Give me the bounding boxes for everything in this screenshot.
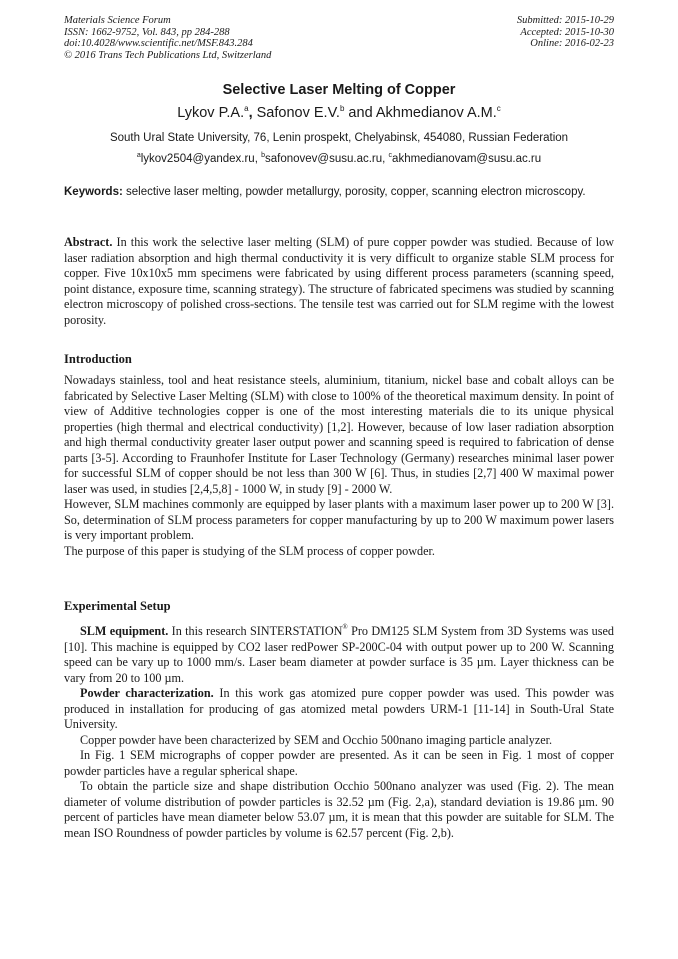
intro-paragraph-1: Nowadays stainless, tool and heat resistance steels, aluminium, titanium, nickel base and cobalt alloys can be fabricated by Selective Laser Melting (SLM) with close to 100% of the theoretical maximum density. In point of view of Additive technologies copper is one of the most interesting materials die to its unique physical properties (high thermal and electrical conductivity) [1,2]. However, because of low laser radiation absorption and high thermal conductivity greater laser output power and scanning speed is required to fabrication of dense parts [3-5]. According to Fraunhofer Institute for Laser Technology (Germany) researches minimal laser power for successful SLM of copper should be not less than 300 W [6]. Thus, in studies [2,7] 400 W maximal power laser was used, in studies [2,4,5,8] - 1000 W, in study [9] - 2000 W. — [64, 373, 614, 496]
powder-characterization-label: Powder characterization. — [80, 686, 214, 700]
powder-characterization-text: In this work gas atomized pure copper powder was used. This powder was produced in installation for producing of gas atomized metal powders URM-1 [11-14] in South-Ural State University. — [64, 686, 614, 731]
email-c-sup: c — [388, 152, 393, 159]
journal-copyright: © 2016 Trans Tech Publications Ltd, Switzerland — [64, 49, 272, 61]
author-separator: , — [248, 105, 257, 121]
keywords — [64, 185, 614, 200]
journal-info — [64, 15, 271, 61]
author-2: Safonov E.V. — [256, 105, 340, 121]
abstract-paragraph — [64, 235, 614, 328]
affiliation: South Ural State University, 76, Lenin prospekt, Chelyabinsk, 454080, Russian Federation — [109, 132, 569, 144]
experimental-paragraph-5: To obtain the particle size and shape distribution Occhio 500nano analyzer was used (Fig. 2). The mean diameter of volume distribution of powder particles is 32.52 µm (Fig. 2,a), standard deviation is 19.86 µm. 90 percent of particles have mean diameter below 53.07 µm, it is mean that this powder are suitable for SLM. The mean ISO Roundness of powder particles by volume is 62.57 percent (Fig. 2,b). — [64, 779, 614, 840]
submitted-date: Submitted: 2015-10-29 — [516, 15, 614, 26]
abstract-label: Abstract. — [64, 235, 113, 249]
journal-name: Materials Science Forum — [64, 15, 171, 26]
experimental-heading: Experimental Setup — [64, 599, 171, 613]
author-list — [0, 104, 678, 121]
email-a-sup: a — [136, 152, 141, 159]
author-3-sup: c — [496, 104, 501, 113]
keywords-text: selective laser melting, powder metallurgy, porosity, copper, scanning electron microscopy. — [122, 186, 586, 198]
email-a: lykov2504@yandex.ru, — [140, 153, 262, 165]
journal-doi: doi:10.4028/www.scientific.net/MSF.843.284 — [64, 38, 253, 49]
intro-paragraph-3: The purpose of this paper is studying of the SLM process of copper powder. — [64, 543, 435, 558]
intro-paragraph-2: However, SLM machines commonly are equipped by laser plants with a maximum laser power up to 200 W [3]. So, determination of SLM process parameters for copper manufacturing by up to 200 W maximum power lasers is very important problem. — [64, 497, 614, 542]
experimental-paragraph-3: Copper powder have been characterized by SEM and Occhio 500nano imaging particle analyzer. — [80, 732, 553, 747]
journal-issn: ISSN: 1662-9752, Vol. 843, pp 284-288 — [64, 26, 230, 38]
author-1-sup: a — [244, 104, 249, 113]
experimental-section — [64, 620, 614, 841]
experimental-paragraph-4: In Fig. 1 SEM micrographs of copper powder are presented. As it can be seen in Fig. 1 most of copper powder particles have a regular spherical shape. — [64, 748, 614, 778]
author-1: Lykov P.A. — [177, 105, 245, 121]
abstract-text: In this work the selective laser melting (SLM) of pure copper powder was studied. Because of low laser radiation absorption and high thermal conductivity it is very difficult to organize stable SLM process for copper. Five 10x10x5 mm specimens were fabricated by using different process parameters (scanning speed, point distance, exposure time, scanning strategy). The structure of fabricated specimens was studied by scanning electron microscopy of polished cross-sections. The tensile test was carried out for SLM regime with the lowest porosity. — [64, 235, 614, 327]
introduction-section — [64, 373, 614, 559]
introduction-heading: Introduction — [64, 352, 132, 366]
submission-dates — [517, 15, 614, 50]
slm-equipment-label: SLM equipment. — [80, 624, 169, 638]
accepted-date: Accepted: 2015-10-30 — [520, 26, 614, 38]
author-and: and — [344, 105, 376, 121]
email-c: akhmedianovam@susu.ac.ru — [392, 153, 542, 165]
online-date: Online: 2016-02-23 — [530, 38, 614, 49]
slm-equipment-paragraph — [64, 620, 614, 686]
email-b-sup: b — [261, 152, 265, 159]
slm-equipment-text-b: Pro DM125 SLM System from 3D Systems was used [10]. This machine is equipped by CO2 laser redPower SP-200C-04 with output power up to 200 W. Scanning speed can be vary up to 1000 mm/s. Laser beam diameter at powder surface is 35 µm. Layer thickness can be vary from 20 to 100 µm. — [64, 624, 614, 685]
abstract — [64, 235, 614, 328]
paper-title: Selective Laser Melting of Copper — [222, 82, 456, 98]
author-3: Akhmedianov A.M. — [375, 105, 497, 121]
author-emails — [0, 152, 678, 165]
author-2-sup: b — [339, 104, 345, 113]
slm-equipment-text-a: In this research SINTERSTATION — [168, 624, 343, 638]
powder-characterization-paragraph — [64, 686, 614, 733]
registered-mark: ® — [342, 623, 348, 631]
email-b: safonovev@susu.ac.ru, — [265, 153, 389, 165]
keywords-label: Keywords: — [64, 186, 123, 198]
